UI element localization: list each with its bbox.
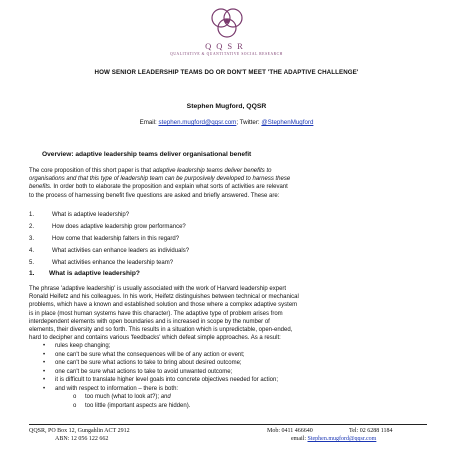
- list-item: • one can't be sure what the consequences will be of any action or event;: [43, 351, 245, 358]
- paragraph-line: is in place (most human systems have this character). The adaptive type of problem arises from: [29, 310, 283, 317]
- sub-list-item: o too little (important aspects are hidden).: [73, 402, 191, 409]
- logo-tagline: QUALITATIVE & QUANTITATIVE SOCIAL RESEARCH: [170, 52, 283, 56]
- logo-wordmark: QQSR: [205, 41, 248, 51]
- paragraph-line: elements, their diversity and so forth. This results in a situation which is unpredictable, open-ended,: [29, 327, 293, 334]
- overview-line: benefits. In order both to elaborate the proposition and explain what sorts of activities are relevant: [29, 184, 288, 191]
- twitter-link[interactable]: @StephenMugford: [261, 119, 314, 126]
- list-item: 5. What activities enhance the leadership team?: [29, 260, 174, 266]
- list-item: 2. How does adaptive leadership grow performance?: [29, 224, 186, 230]
- list-item: • and with respect to information – there is both:: [43, 385, 179, 392]
- footer-email-link[interactable]: Stephen.mugford@qqsr.com: [307, 436, 377, 442]
- paragraph-line: hard to decipher and contains various 'feedbacks' which defeat simple approaches. As a result:: [29, 335, 281, 342]
- list-item: 1. What is adaptive leadership?: [29, 212, 130, 218]
- bullet-icon: •: [43, 351, 46, 358]
- overview-line: to the process of harnessing benefit five questions are asked and briefly answered. These are:: [29, 192, 280, 199]
- contact-line: [0, 119, 453, 126]
- overview-paragraph: [29, 167, 429, 200]
- paragraph-line: Ronald Heifetz and his colleagues. In his work, Heifetz distinguishes between technical or mechanical: [29, 294, 299, 301]
- footer-email: [291, 436, 376, 442]
- bullet-icon: •: [43, 360, 46, 366]
- paragraph-line: problems, which have a known and established solution and those where a complex adaptive system: [29, 302, 298, 309]
- overview-line: organisations and that this type of leadership team can be purposively developed to harness these: [29, 176, 291, 183]
- list-item: 3. How come that leadership falters in this regard?: [29, 236, 180, 242]
- section-paragraph: [29, 285, 429, 342]
- paragraph-line: interdependent elements with open boundaries and is increased in scope by the number of: [29, 318, 270, 325]
- overview-line: The core proposition of this short paper is that adaptive leadership teams deliver benefits to: [29, 168, 272, 174]
- footer-email-label: email:: [291, 436, 306, 442]
- footer-mobile: Mob: 0411 466640: [267, 428, 313, 434]
- paragraph-line: The phrase 'adaptive leadership' is usually associated with the work of Harvard leadership expert: [29, 286, 287, 292]
- document-author: Stephen Mugford, QQSR: [186, 103, 267, 110]
- twitter-label: ; Twitter:: [236, 119, 260, 126]
- sub-list-item: o too much (what to look at?); and: [73, 394, 171, 400]
- footer-divider: [29, 424, 427, 425]
- list-item: 4. What activities can enhance leaders as individuals?: [29, 248, 190, 254]
- list-item: • one can't be sure what actions to take to bring about desired outcome;: [43, 360, 242, 366]
- list-item: • it is difficult to translate higher level goals into concrete objectives needed for action;: [43, 377, 279, 383]
- list-item: • rules keep changing;: [43, 343, 111, 349]
- overview-heading: Overview: adaptive leadership teams deliver organisational benefit: [42, 151, 252, 158]
- footer-address: QQSR, PO Box 12, Gungahlin ACT 2912: [29, 428, 130, 434]
- document-title: HOW SENIOR LEADERSHIP TEAMS DO OR DON'T MEET 'THE ADAPTIVE CHALLENGE': [94, 69, 359, 76]
- bullet-icon: •: [43, 385, 46, 392]
- list-item: • one can't be sure what actions to take to avoid unwanted outcome;: [43, 368, 233, 375]
- footer-telephone: Tel: 02 6288 1184: [349, 428, 393, 434]
- bullet-icon: •: [43, 368, 46, 375]
- section-heading: 1. What is adaptive leadership?: [29, 270, 140, 277]
- email-label: Email:: [139, 119, 157, 126]
- bullet-icon: •: [43, 377, 46, 383]
- email-link[interactable]: stephen.mugford@qqsr.com: [158, 119, 237, 126]
- footer-abn: ABN: 12 056 122 662: [55, 436, 109, 442]
- bullet-icon: •: [43, 343, 46, 349]
- qqsr-logo-icon: [206, 6, 248, 40]
